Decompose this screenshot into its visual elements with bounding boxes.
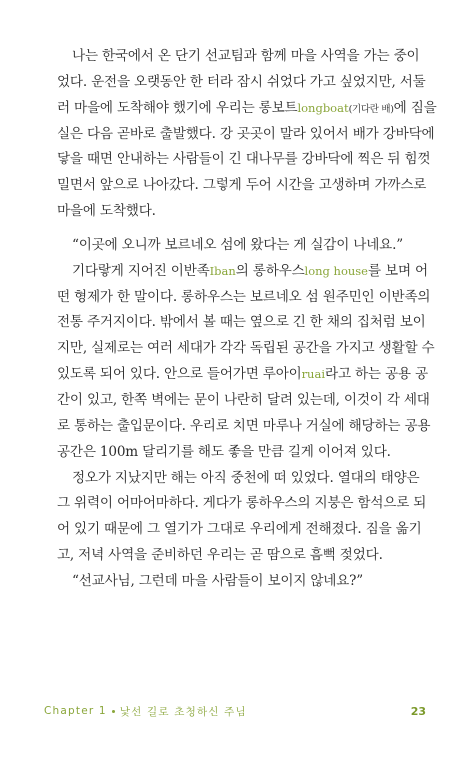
paragraph-line: 나는 한국에서 온 단기 선교팀과 함께 마을 사역을 가는 중이 — [72, 48, 420, 64]
chapter-title: 낯선 길로 초청하신 주님 — [119, 705, 247, 718]
paragraph-line: 마을에 도착했다. — [57, 203, 156, 220]
page-footer — [44, 703, 426, 719]
dialogue-line: “이곳에 오니까 보르네오 섬에 왔다는 게 실감이 나네요.” — [72, 236, 403, 253]
page-number: 23 — [410, 704, 426, 718]
paragraph-line: 전통 주거지이다. 밖에서 볼 때는 옆으로 긴 한 채의 집처럼 보이 — [57, 314, 426, 331]
paragraph-line: 로 통하는 출입문이다. 우리로 치면 마루나 거실에 해당하는 공용 — [57, 417, 431, 434]
running-footer — [44, 704, 247, 719]
latin-gloss: ruai — [301, 367, 326, 382]
paragraph-line: 떤 형제가 한 말이다. 롱하우스는 보르네오 섬 원주민인 이반족의 — [57, 288, 431, 305]
korean-gloss: (기다란 배) — [348, 103, 394, 115]
text-run: 있도록 되어 있다. 안으로 들어가면 루아이 — [57, 366, 302, 383]
text-run: 러 마을에 도착해야 했기에 우리는 롱보트 — [57, 99, 298, 116]
paragraph-line: 간이 있고, 한쪽 벽에는 문이 나란히 달려 있는데, 이것이 각 세대 — [57, 391, 430, 408]
bullet-icon — [112, 710, 115, 713]
paragraph-line — [57, 362, 429, 388]
paragraph-line: 공간은 100m 달리기를 해도 좋을 만큼 길게 이어져 있다. — [57, 443, 391, 460]
paragraph-line: 고, 저녁 사역을 준비하던 우리는 곧 땀으로 흠뻑 젖었다. — [57, 547, 383, 564]
text-run: 기다랗게 지어진 이반족 — [72, 262, 210, 279]
paragraph-line: 밀면서 앞으로 나아갔다. 그렇게 두어 시간을 고생하며 가까스로 — [57, 177, 427, 194]
paragraph-line: 정오가 지났지만 해는 아직 중천에 떠 있었다. 열대의 태양은 — [72, 469, 420, 486]
paragraph-line — [57, 96, 437, 122]
dialogue-line: “선교사님, 그런데 마을 사람들이 보이지 않네요?” — [72, 572, 364, 589]
latin-gloss: long house — [304, 263, 368, 278]
chapter-label: Chapter 1 — [44, 705, 107, 717]
paragraph-line — [57, 259, 429, 285]
text-run: 라고 하는 공용 공 — [325, 366, 428, 383]
paragraph-line: 지만, 실제로는 여러 세대가 각각 독립된 공간을 가지고 생활할 수 — [57, 340, 435, 357]
latin-gloss: longboat — [297, 100, 349, 115]
text-run: 의 롱하우스 — [235, 262, 305, 279]
paragraph-line: 어 있기 때문에 그 열기가 그대로 우리에게 전해졌다. 짐을 옮기 — [57, 521, 422, 538]
text-run: 에 짐을 — [393, 99, 437, 116]
paragraph-line: 닿을 때면 안내하는 사람들이 긴 대나무를 강바닥에 찍은 뒤 힘껏 — [57, 151, 431, 168]
latin-gloss: Iban — [209, 263, 236, 278]
body-text — [57, 44, 437, 595]
text-run: 를 보며 어 — [368, 262, 428, 279]
paragraph-line: 그 위력이 어마어마하다. 게다가 롱하우스의 지붕은 함석으로 되 — [57, 495, 427, 512]
paragraph-line: 었다. 운전을 오랫동안 한 터라 잠시 쉬었다 가고 싶었지만, 서둘 — [57, 73, 426, 90]
paragraph-line: 실은 다음 곧바로 출발했다. 강 곳곳이 말라 있어서 배가 강바닥에 — [57, 125, 435, 142]
